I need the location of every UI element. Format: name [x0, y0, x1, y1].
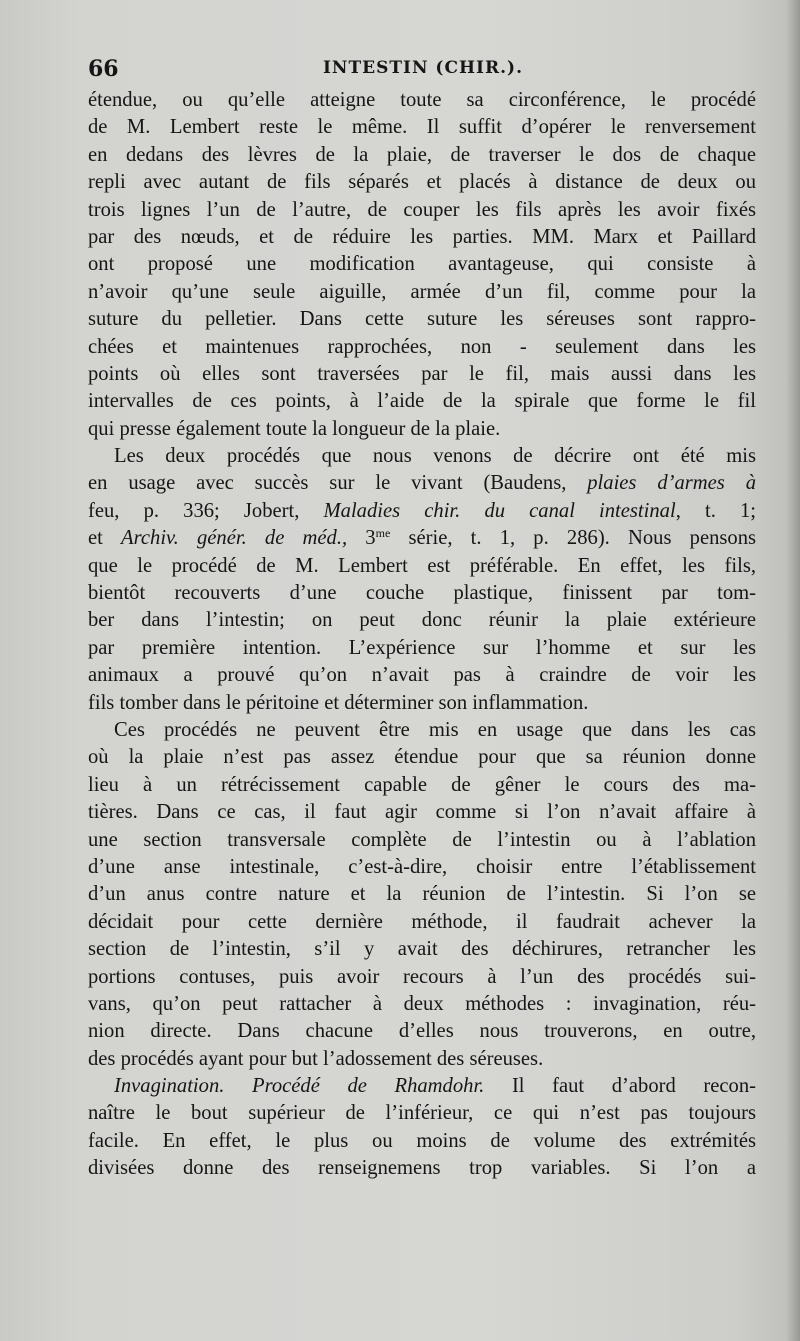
- text-line: facile. En effet, le plus ou moins de volume des extrémités: [88, 1129, 756, 1152]
- text-line: lieu à un rétrécissement capable de gêner le cours des ma-: [88, 773, 756, 796]
- text-line: d’une anse intestinale, c’est-à-dire, choisir entre l’établissement: [88, 855, 756, 878]
- text-line: vans, qu’on peut rattacher à deux méthodes : invagination, réu-: [88, 992, 756, 1015]
- text-line: d’un anus contre nature et la réunion de l’intestin. Si l’on se: [88, 883, 756, 906]
- text-line: que le procédé de M. Lembert est préférable. En effet, les fils,: [88, 554, 756, 577]
- page-header: [88, 56, 758, 86]
- text-run: feu, p. 336; Jobert,: [88, 499, 324, 522]
- text-run: 3: [347, 527, 376, 550]
- text-line: [88, 470, 756, 497]
- superscript: me: [375, 526, 391, 541]
- text-line: bientôt recouverts d’une couche plastique, finissent par tom-: [88, 582, 756, 605]
- text-line: repli avec autant de fils séparés et placés à distance de deux ou: [88, 171, 756, 194]
- text-line: Les deux procédés que nous venons de décrire ont été mis: [114, 445, 756, 468]
- text-line: chées et maintenues rapprochées, non - seulement dans les: [88, 335, 756, 358]
- text-line: nion directe. Dans chacune d’elles nous trouverons, en outre,: [88, 1020, 756, 1043]
- text-line: ont proposé une modification avantageuse, qui consiste à: [88, 253, 756, 276]
- paragraph: [88, 443, 756, 717]
- text-line: naître le bout supérieur de l’inférieur, ce qui n’est pas toujours: [88, 1102, 756, 1125]
- paragraph: [88, 87, 756, 443]
- body-text: [88, 87, 756, 1183]
- text-line: fils tomber dans le péritoine et déterminer son inflammation.: [88, 691, 589, 714]
- text-run: Il faut d’abord recon-: [484, 1075, 757, 1098]
- text-line: points où elles sont traversées par le fil, mais aussi dans les: [88, 362, 756, 385]
- text-run: série, t. 1, p. 286). Nous pensons: [390, 527, 757, 550]
- text-line: étendue, ou qu’elle atteigne toute sa circonférence, le procédé: [88, 89, 756, 111]
- italic-title: Maladies chir. du canal intestinal: [323, 499, 676, 522]
- page-edge-shadow: [786, 0, 800, 1341]
- text-line: n’avoir qu’une seule aiguille, armée d’un fil, comme pour la: [88, 280, 756, 303]
- text-line: par première intention. L’expérience sur l’homme et sur les: [88, 636, 756, 659]
- text-line: section de l’intestin, s’il y avait des déchirures, retrancher les: [88, 938, 756, 961]
- text-line: divisées donne des renseignemens trop variables. Si l’on a: [88, 1157, 756, 1180]
- section-heading-italic: Invagination. Procédé de Rhamdohr.: [114, 1075, 485, 1098]
- paragraph: [88, 717, 756, 1073]
- page-number: 66: [88, 56, 119, 82]
- text-line: ber dans l’intestin; on peut donc réunir la plaie extérieure: [88, 609, 756, 632]
- text-line: [88, 498, 756, 525]
- text-line: qui presse également toute la longueur de la plaie.: [88, 417, 501, 440]
- text-line: tières. Dans ce cas, il faut agir comme si l’on n’avait affaire à: [88, 801, 756, 824]
- italic-title: plaies d’armes à: [587, 472, 756, 495]
- text-run: et: [88, 527, 122, 550]
- text-line: par des nœuds, et de réduire les parties. MM. Marx et Paillard: [88, 225, 756, 248]
- text-line: de M. Lembert reste le même. Il suffit d’opérer le renversement: [88, 116, 756, 139]
- text-run: , t. 1;: [675, 499, 756, 522]
- text-line: en dedans des lèvres de la plaie, de traverser le dos de chaque: [88, 143, 756, 166]
- text-run: en usage avec succès sur le vivant (Baudens,: [88, 472, 588, 495]
- text-line: décidait pour cette dernière méthode, il faudrait achever la: [88, 910, 756, 933]
- text-line: suture du pelletier. Dans cette suture les séreuses sont rappro-: [88, 308, 756, 331]
- text-line: animaux a prouvé qu’on n’avait pas à craindre de voir les: [88, 664, 756, 687]
- italic-title: Archiv. génér. de méd.,: [121, 527, 348, 550]
- text-line: portions contuses, puis avoir recours à l’un des procédés sui-: [88, 965, 756, 988]
- text-line: une section transversale complète de l’intestin ou à l’ablation: [88, 828, 756, 851]
- text-line: des procédés ayant pour but l’adossement des séreuses.: [88, 1047, 544, 1070]
- text-line: [88, 1073, 756, 1100]
- paragraph: [88, 1073, 756, 1183]
- text-line: trois lignes l’un de l’autre, de couper les fils après les avoir fixés: [88, 198, 756, 221]
- text-line: Ces procédés ne peuvent être mis en usage que dans les cas: [114, 718, 756, 741]
- text-line: intervalles de ces points, à l’aide de la spirale que forme le fil: [88, 390, 756, 413]
- running-head: INTESTIN (CHIR.).: [322, 58, 524, 78]
- text-line: [88, 525, 756, 552]
- text-line: où la plaie n’est pas assez étendue pour que sa réunion donne: [88, 746, 756, 769]
